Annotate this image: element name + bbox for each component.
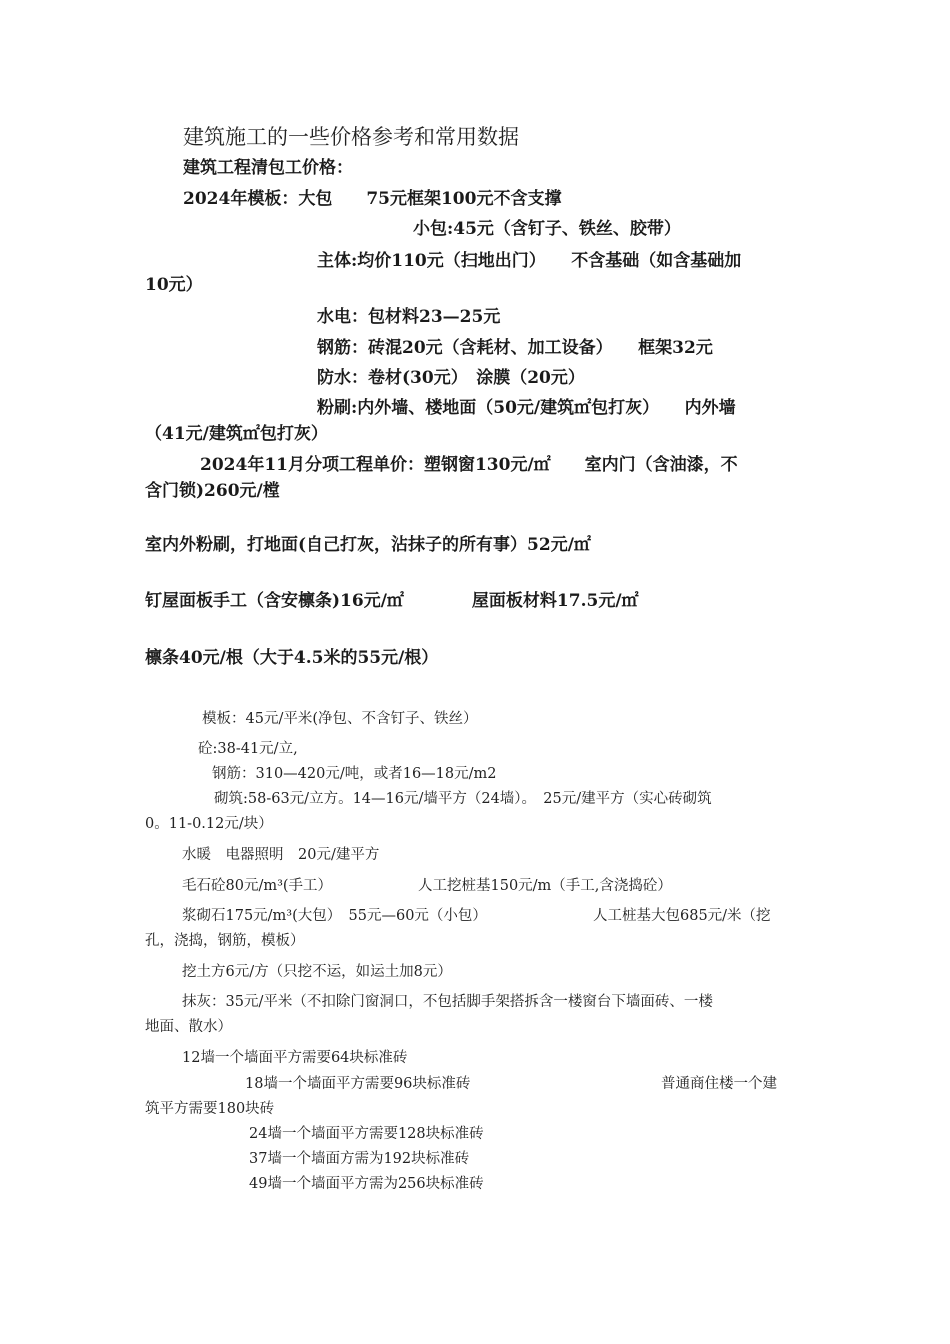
note-line: 24墙一个墙面平方需要128块标准砖 <box>249 1126 484 1142</box>
note-line: 筑平方需要180块砖 <box>145 1101 275 1117</box>
note-line: 0。11-0.12元/块） <box>145 816 273 832</box>
text-line: 檩条40元/根（大于4.5米的55元/根） <box>145 648 439 668</box>
text-line: 钉屋面板手工（含安檩条)16元/㎡ 屋面板材料17.5元/㎡ <box>145 591 639 611</box>
note-line: 孔，浇捣，钢筋，模板） <box>145 933 305 949</box>
note-line: 抹灰：35元/平米（不扣除门窗洞口，不包括脚手架搭拆含一楼窗台下墙面砖、一楼 <box>182 994 713 1010</box>
document-title: 建筑施工的一些价格参考和常用数据 <box>183 125 519 149</box>
text-line: 含门锁)260元/樘 <box>145 481 280 501</box>
text-line: 2024年11月分项工程单价：塑钢窗130元/㎡ 室内门（含油漆，不 <box>200 455 738 475</box>
note-line: 钢筋：310—420元/吨，或者16—18元/m2 <box>212 766 497 782</box>
note-line: 挖土方6元/方（只挖不运，如运土加8元） <box>182 964 452 980</box>
note-line: 普通商住楼一个建 <box>661 1076 777 1092</box>
note-line: 模板：45元/平米(净包、不含钉子、铁丝） <box>202 711 478 727</box>
note-line: 人工桩基大包685元/米（挖 <box>593 908 771 924</box>
note-line: 49墙一个墙面平方需为256块标准砖 <box>249 1176 484 1192</box>
text-line: 主体:均价110元（扫地出门） 不含基础（如含基础加 <box>317 251 742 271</box>
note-line: 浆砌石175元/m³(大包） 55元—60元（小包） <box>182 908 487 924</box>
note-line: 砌筑:58-63元/立方。14—16元/墙平方（24墙）。 25元/建平方（实心砖砌筑 <box>214 791 712 807</box>
text-line: 钢筋：砖混20元（含耗材、加工设备） 框架32元 <box>317 338 713 358</box>
section-heading: 建筑工程清包工价格： <box>183 158 353 178</box>
text-line: 水电：包材料23—25元 <box>317 307 501 327</box>
note-line: 12墙一个墙面平方需要64块标准砖 <box>182 1050 408 1066</box>
text-line: 防水：卷材(30元） 涂膜（20元） <box>317 368 585 388</box>
note-line: 人工挖桩基150元/m（手工,含浇捣砼） <box>418 878 672 894</box>
note-line: 18墙一个墙面平方需要96块标准砖 <box>245 1076 471 1092</box>
note-line: 砼:38-41元/立, <box>198 741 298 757</box>
text-line: 粉刷:内外墙、楼地面（50元/建筑㎡包打灰） 内外墙 <box>317 398 736 418</box>
text-line: 室内外粉刷，打地面(自己打灰，沾抹子的所有事）52元/㎡ <box>145 535 591 555</box>
note-line: 水暖 电器照明 20元/建平方 <box>182 847 380 863</box>
text-line: 2024年模板：大包 75元框架100元不含支撑 <box>183 189 562 209</box>
text-line: 小包:45元（含钉子、铁丝、胶带） <box>413 219 681 239</box>
text-line: 10元） <box>145 275 203 295</box>
note-line: 地面、散水） <box>145 1019 232 1035</box>
note-line: 37墙一个墙面方需为192块标准砖 <box>249 1151 470 1167</box>
text-line: （41元/建筑㎡包打灰） <box>145 424 328 444</box>
note-line: 毛石砼80元/m³(手工） <box>182 878 333 894</box>
